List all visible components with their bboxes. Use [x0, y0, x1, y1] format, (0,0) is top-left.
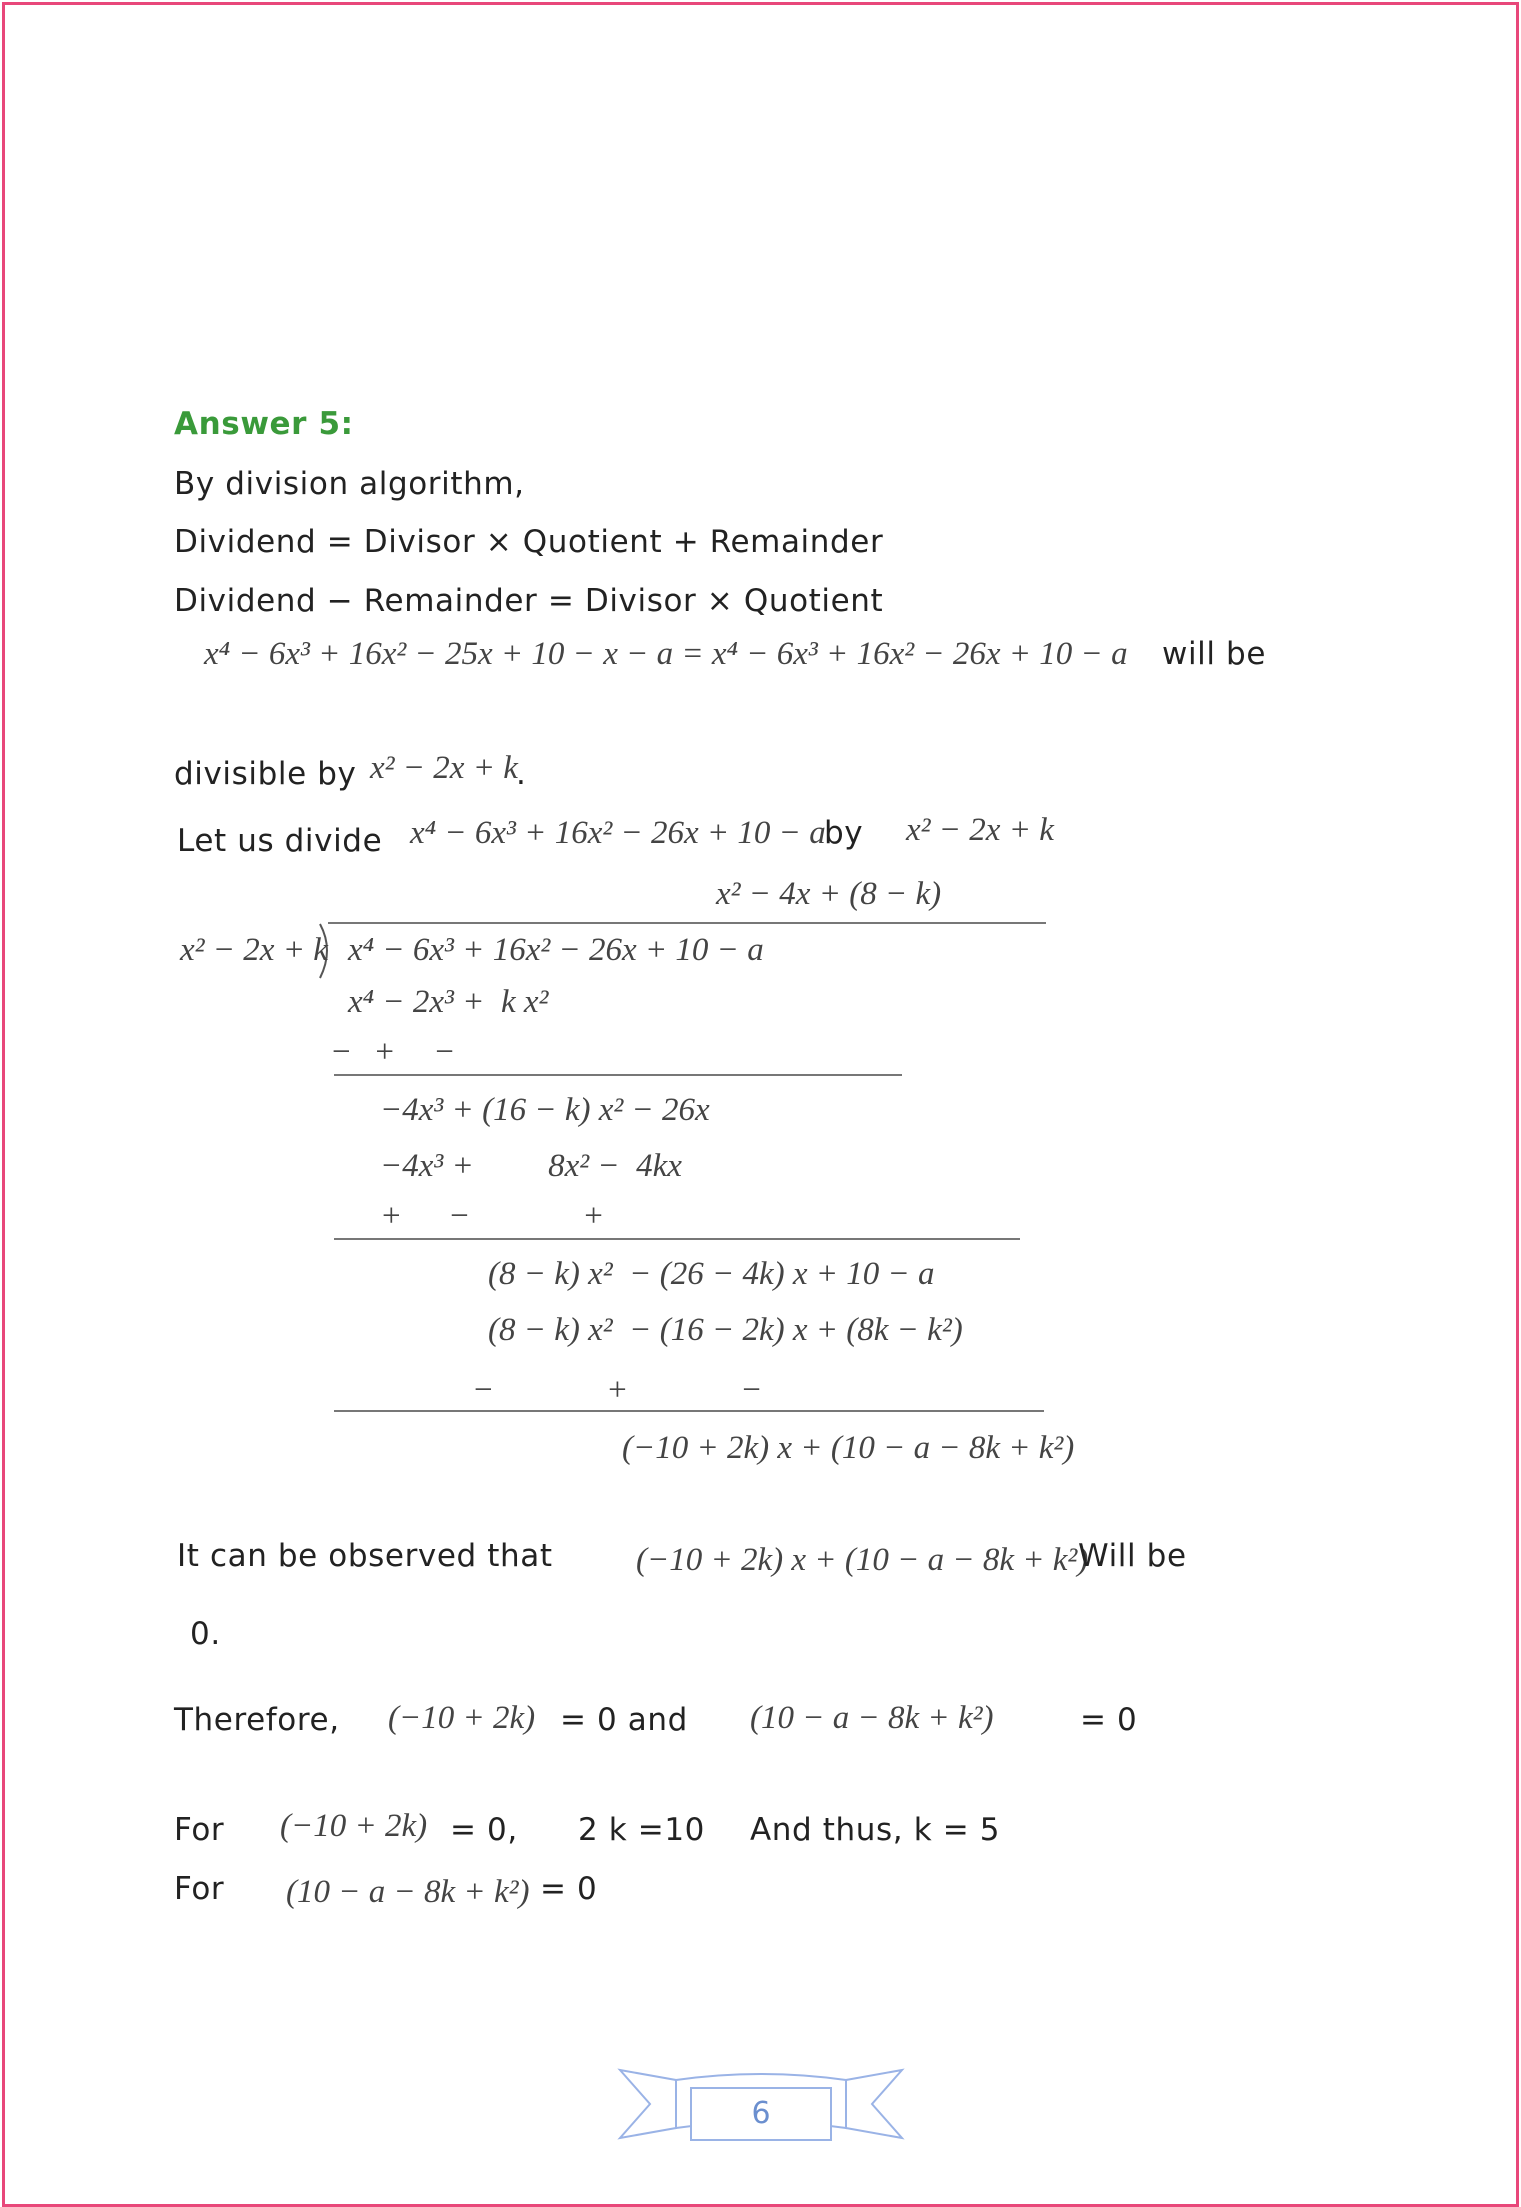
rule-2: [334, 1238, 1020, 1240]
remainder: (−10 + 2k) x + (10 − a − 8k + k²): [622, 1430, 1075, 1466]
two-k-text: 2 k =10: [578, 1812, 706, 1848]
for-text-1: For: [174, 1812, 225, 1848]
eq0-and-text: = 0 and: [560, 1702, 688, 1738]
step-4: (8 − k) x² − (26 − 4k) x + 10 − a: [488, 1256, 935, 1292]
divisor-expression-2: x² − 2x + k: [906, 812, 1054, 848]
term-a-2: (−10 + 2k): [280, 1808, 428, 1844]
line-dividend-minus-remainder: Dividend − Remainder = Divisor × Quotient: [174, 583, 884, 619]
term-a: (−10 + 2k): [388, 1700, 536, 1736]
main-equation: x⁴ − 6x³ + 16x² − 25x + 10 − x − a = x⁴ − 6x³ + 16x² − 26x + 10 − a: [204, 636, 1128, 672]
quotient: x² − 4x + (8 − k): [716, 876, 942, 912]
therefore-text: Therefore,: [174, 1702, 340, 1738]
will-be-text: will be: [1162, 636, 1266, 672]
for-text-2: For: [174, 1871, 225, 1907]
step-3: −4x³ + 8x² − 4kx: [380, 1148, 682, 1184]
eq0-text: = 0: [1080, 1702, 1138, 1738]
period: .: [516, 756, 527, 792]
and-thus-text: And thus, k = 5: [750, 1812, 1001, 1848]
step-2: −4x³ + (16 − k) x² − 26x: [380, 1092, 710, 1128]
answer-heading: Answer 5:: [174, 406, 354, 442]
by-text: by: [824, 815, 864, 851]
remainder-expression: (−10 + 2k) x + (10 − a − 8k + k²): [636, 1542, 1089, 1578]
signs-1: − + −: [332, 1034, 454, 1070]
page-number: 6: [751, 2096, 771, 2131]
observed-text: It can be observed that: [177, 1538, 553, 1574]
zero-text: 0.: [190, 1616, 221, 1652]
eq0-comma-text: = 0,: [450, 1812, 518, 1848]
rule-1: [334, 1074, 902, 1076]
page-border: [2, 2, 1519, 2207]
step-1: x⁴ − 2x³ + k x²: [348, 984, 549, 1020]
division-bar: [328, 922, 1046, 924]
term-b-2: (10 − a − 8k + k²): [286, 1874, 530, 1910]
line-division-algorithm: By division algorithm,: [174, 466, 525, 502]
term-b: (10 − a − 8k + k²): [750, 1700, 994, 1736]
dividend-expression: x⁴ − 6x³ + 16x² − 26x + 10 − a: [410, 815, 826, 851]
line-dividend-eq: Dividend = Divisor × Quotient + Remainder: [174, 524, 884, 560]
long-division-divisor: x² − 2x + k: [180, 932, 328, 968]
long-division-dividend: x⁴ − 6x³ + 16x² − 26x + 10 − a: [348, 932, 764, 968]
step-5: (8 − k) x² − (16 − 2k) x + (8k − k²): [488, 1312, 963, 1348]
signs-2: + − +: [382, 1198, 603, 1234]
rule-3: [334, 1410, 1044, 1412]
divisor-expression: x² − 2x + k: [370, 750, 518, 786]
let-us-divide-text: Let us divide: [177, 823, 383, 859]
will-be-cap-text: Will be: [1078, 1538, 1187, 1574]
eq0-b-text: = 0: [540, 1871, 598, 1907]
divisible-by-text: divisible by: [174, 756, 357, 792]
signs-3: − + −: [474, 1372, 761, 1408]
